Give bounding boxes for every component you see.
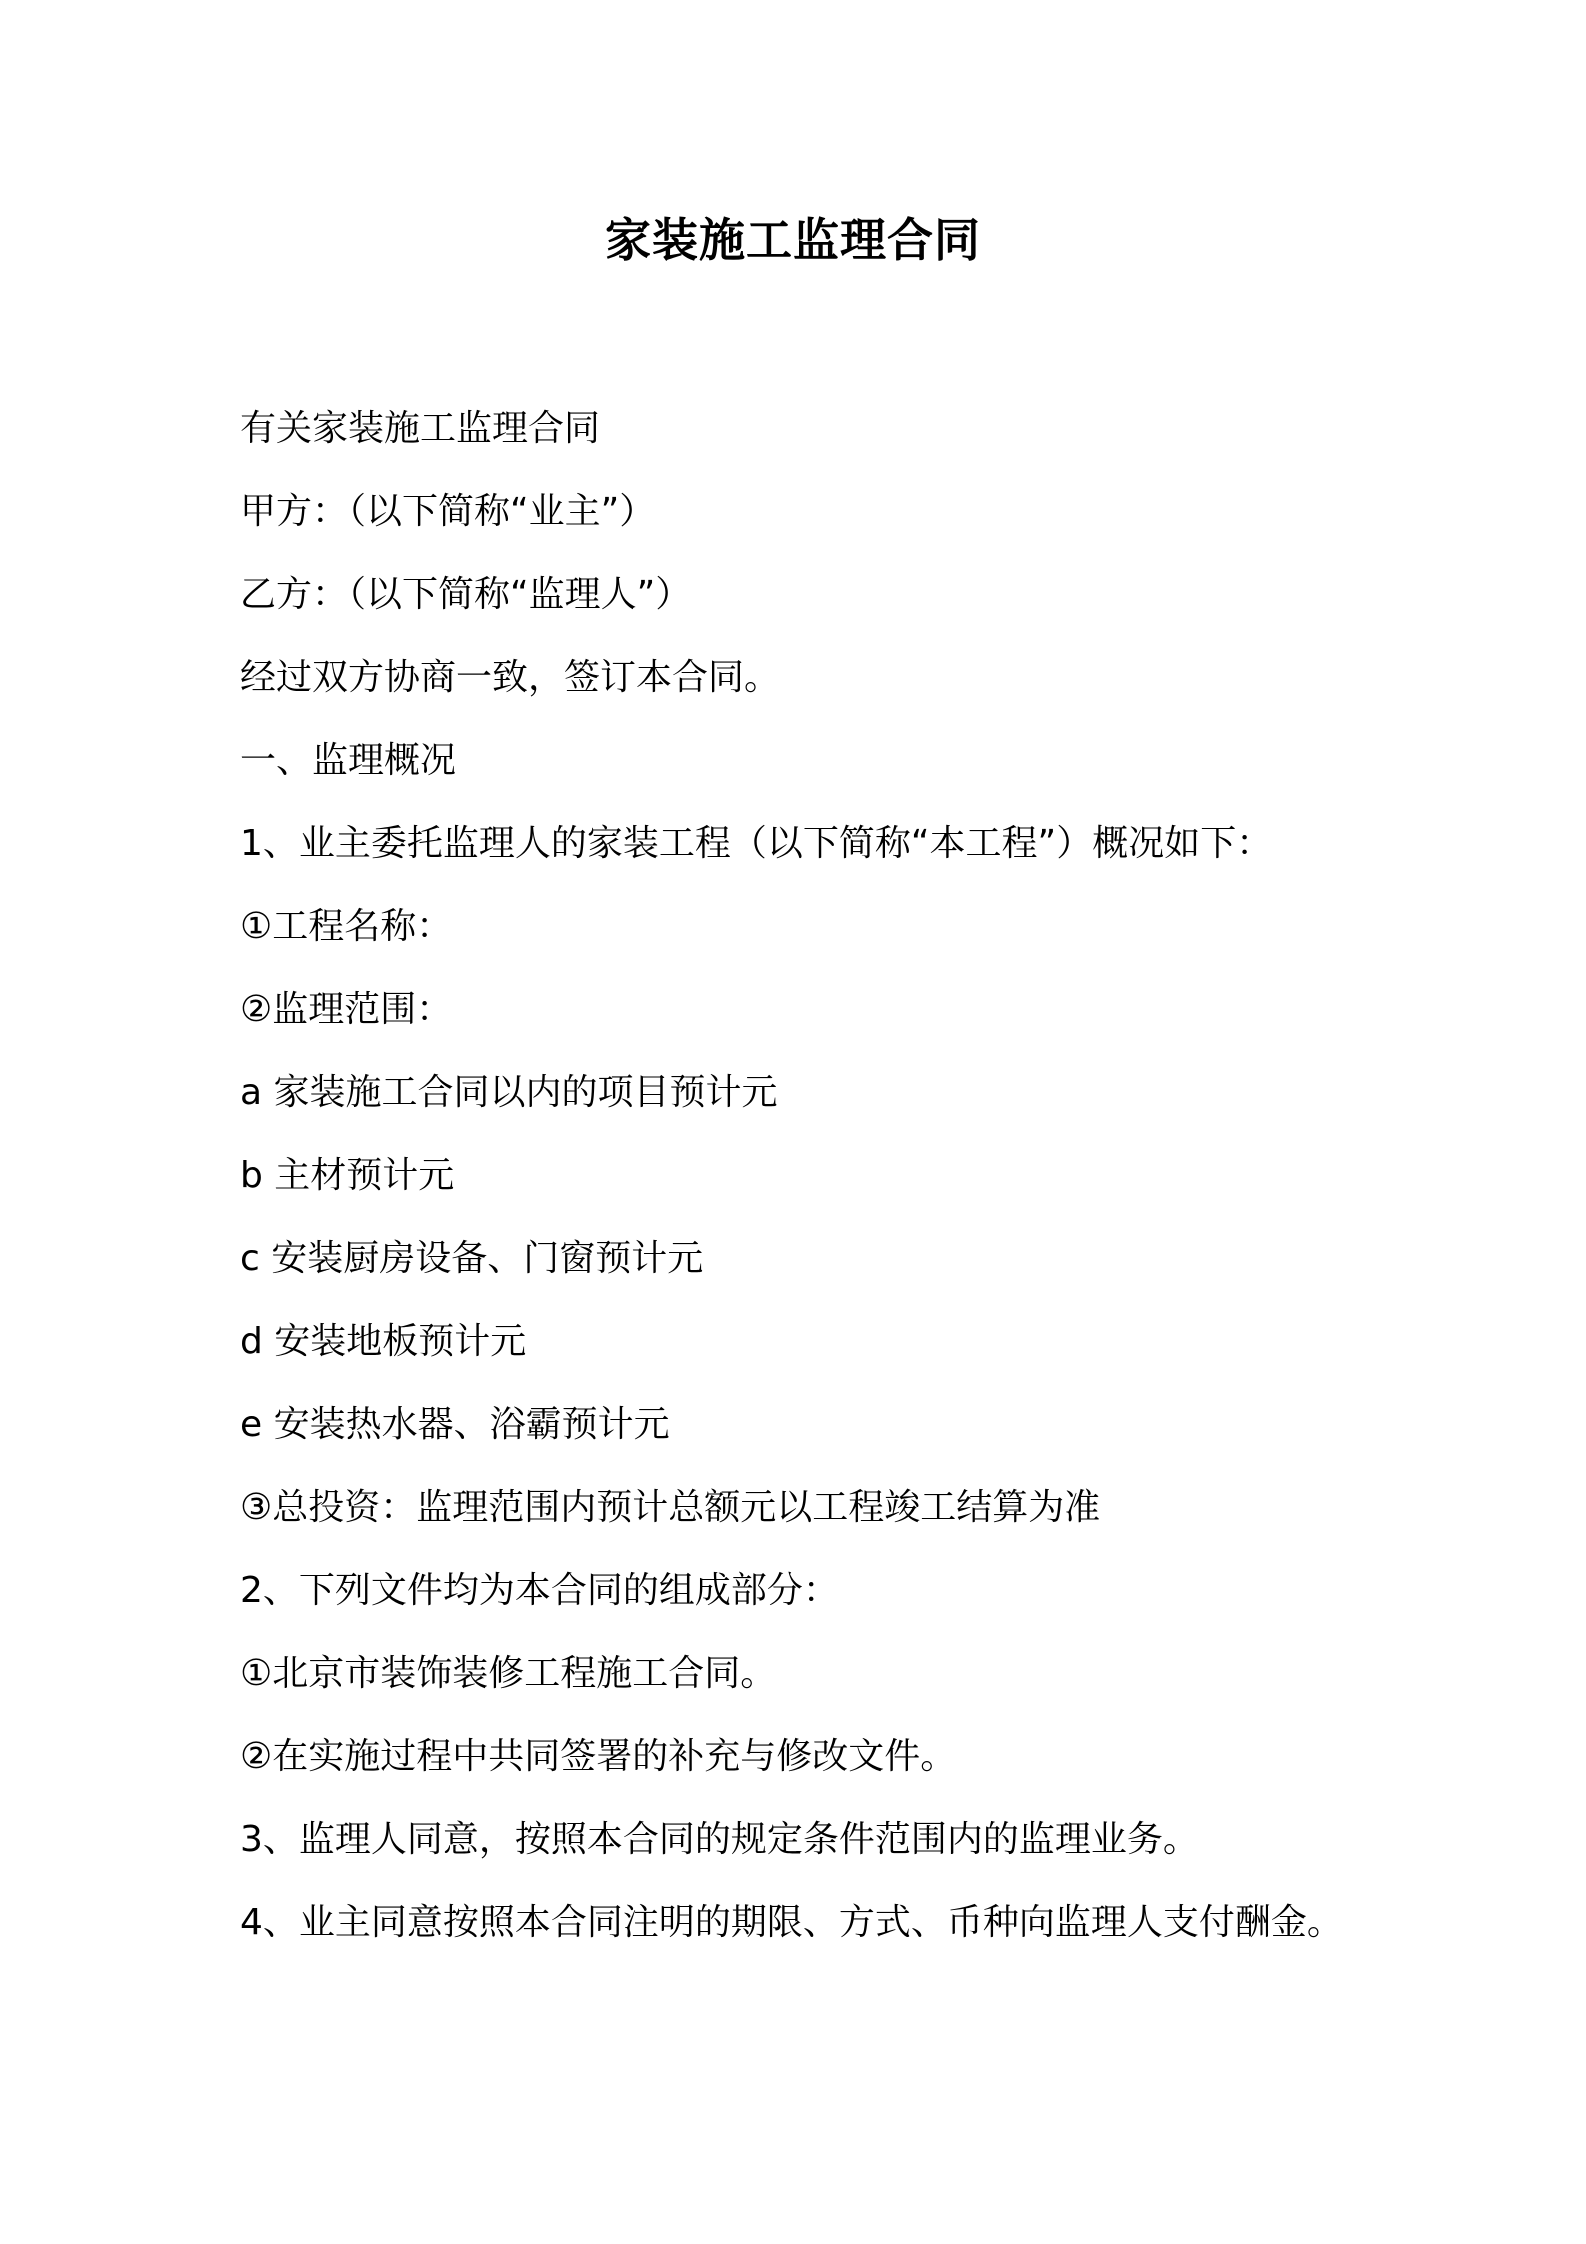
paragraph-agreement: 经过双方协商一致，签订本合同。	[240, 657, 781, 698]
paragraph-heading: 有关家装施工监理合同	[240, 408, 601, 449]
scope-item-a: a 家装施工合同以内的项目预计元	[240, 1072, 778, 1113]
clause-2: 2、下列文件均为本合同的组成部分：	[240, 1570, 839, 1611]
scope-item-d: d 安装地板预计元	[240, 1321, 527, 1362]
clause-1-project-name: ①工程名称：	[240, 906, 453, 947]
clause-4: 4、业主同意按照本合同注明的期限、方式、币种向监理人支付酬金。	[240, 1902, 1343, 1943]
scope-item-b: b 主材预计元	[240, 1155, 455, 1196]
section-heading-overview: 一、监理概况	[240, 740, 457, 781]
paragraph-party-a: 甲方：（以下简称“业主”）	[240, 491, 656, 532]
clause-1: 1、业主委托监理人的家装工程（以下简称“本工程”）概况如下：	[240, 823, 1273, 864]
clause-1-scope: ②监理范围：	[240, 989, 453, 1030]
scope-item-e: e 安装热水器、浴霸预计元	[240, 1404, 670, 1445]
document-title: 家装施工监理合同	[605, 213, 981, 267]
clause-1-total-investment: ③总投资：监理范围内预计总额元以工程竣工结算为准	[240, 1487, 1101, 1528]
scope-item-c: c 安装厨房设备、门窗预计元	[240, 1238, 704, 1279]
clause-3: 3、监理人同意，按照本合同的规定条件范围内的监理业务。	[240, 1819, 1199, 1860]
clause-2-item-2: ②在实施过程中共同签署的补充与修改文件。	[240, 1736, 957, 1777]
paragraph-party-b: 乙方：（以下简称“监理人”）	[240, 574, 692, 615]
clause-2-item-1: ①北京市装饰装修工程施工合同。	[240, 1653, 777, 1694]
document-body	[240, 405, 1430, 1982]
